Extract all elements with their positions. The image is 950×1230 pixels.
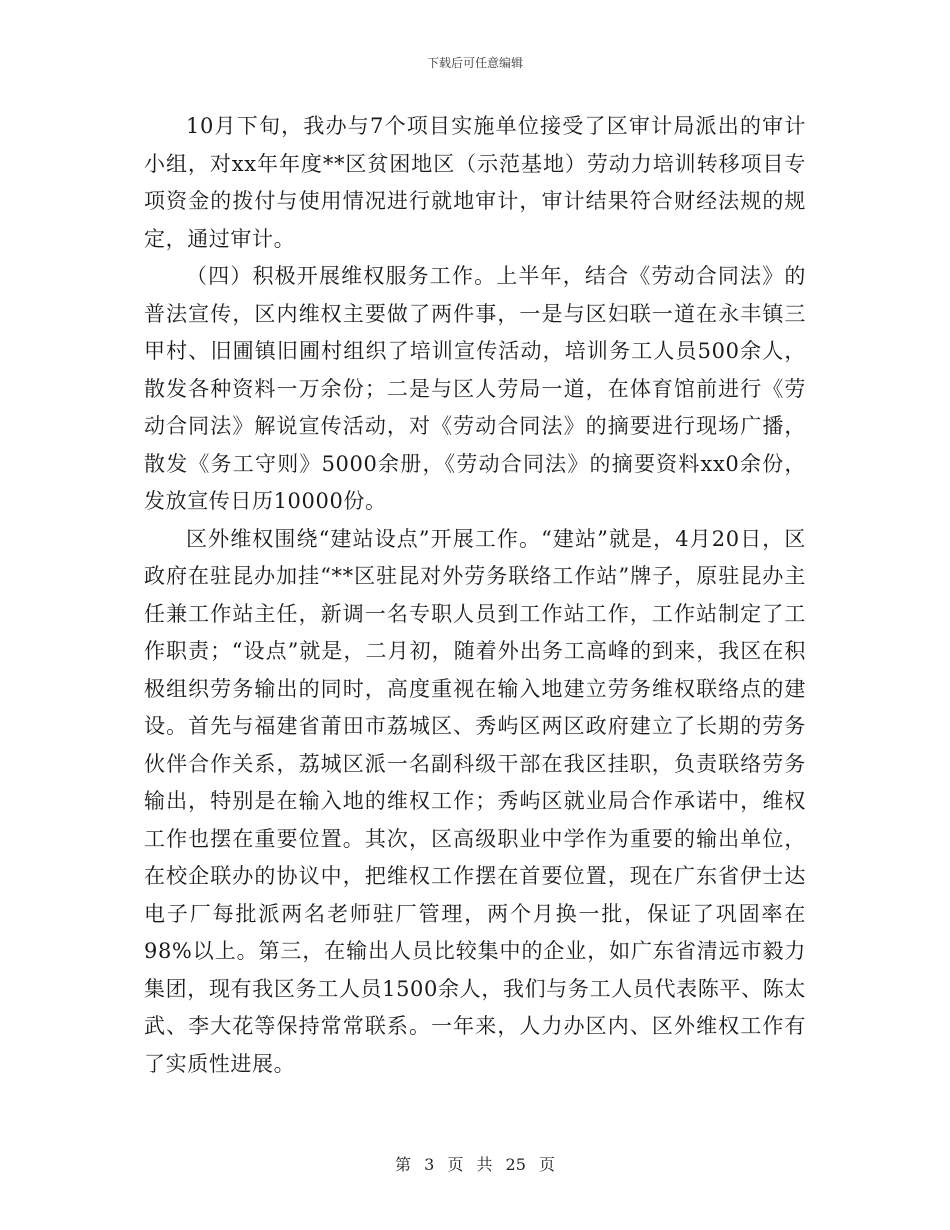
header-note: 下载后可任意编辑 bbox=[426, 56, 523, 70]
paragraph-rights-service: （四）积极开展维权服务工作。上半年，结合《劳动合同法》的普法宣传，区内维权主要做了两件事，一是与区妇联一道在永丰镇三甲村、旧圃镇旧圃村组织了培训宣传活动，培训务工人员500余人，散发各种资料一万余份；二是与区人劳局一道，在体育馆前进行《劳动合同法》解说宣传活动，对《劳动合同法》的摘要进行现场广播，散发《务工守则》5000余册，《劳动合同法》的摘要资料xx0余份，发放宣传日历10000份。 bbox=[144, 264, 806, 513]
paragraph-audit: 10月下旬，我办与7个项目实施单位接受了区审计局派出的审计小组，对xx年年度**区贫困地区（示范基地）劳动力培训转移项目专项资金的拨付与使用情况进行就地审计，审计结果符合财经法规的规定，通过审计。 bbox=[144, 114, 806, 251]
page-number: 第 3 页 共 25 页 bbox=[395, 1155, 555, 1174]
document-body bbox=[144, 108, 806, 1083]
paragraph-external-rights: 区外维权围绕“建站设点”开展工作。“建站”就是，4月20日，区政府在驻昆办加挂“**区驻昆对外劳务联络工作站”牌子，原驻昆办主任兼工作站主任，新调一名专职人员到工作站工作，工作站制定了工作职责；“设点”就是，二月初，随着外出务工高峰的到来，我区在积极组织劳务输出的同时，高度重视在输入地建立劳务维权联络点的建设。首先与福建省莆田市荔城区、秀屿区两区政府建立了长期的劳务伙伴合作关系，荔城区派一名副科级干部在我区挂职，负责联络劳务输出，特别是在输入地的维权工作；秀屿区就业局合作承诺中，维权工作也摆在重要位置。其次，区高级职业中学作为重要的输出单位，在校企联办的协议中，把维权工作摆在首要位置，现在广东省伊士达电子厂每批派两名老师驻厂管理，两个月换一批，保证了巩固率在98%以上。第三，在输出人员比较集中的企业，如广东省清远市毅力集团，现有我区务工人员1500余人，我们与务工人员代表陈平、陈太武、李大花等保持常常联系。一年来，人力办区内、区外维权工作有了实质性进展。 bbox=[144, 526, 806, 1076]
